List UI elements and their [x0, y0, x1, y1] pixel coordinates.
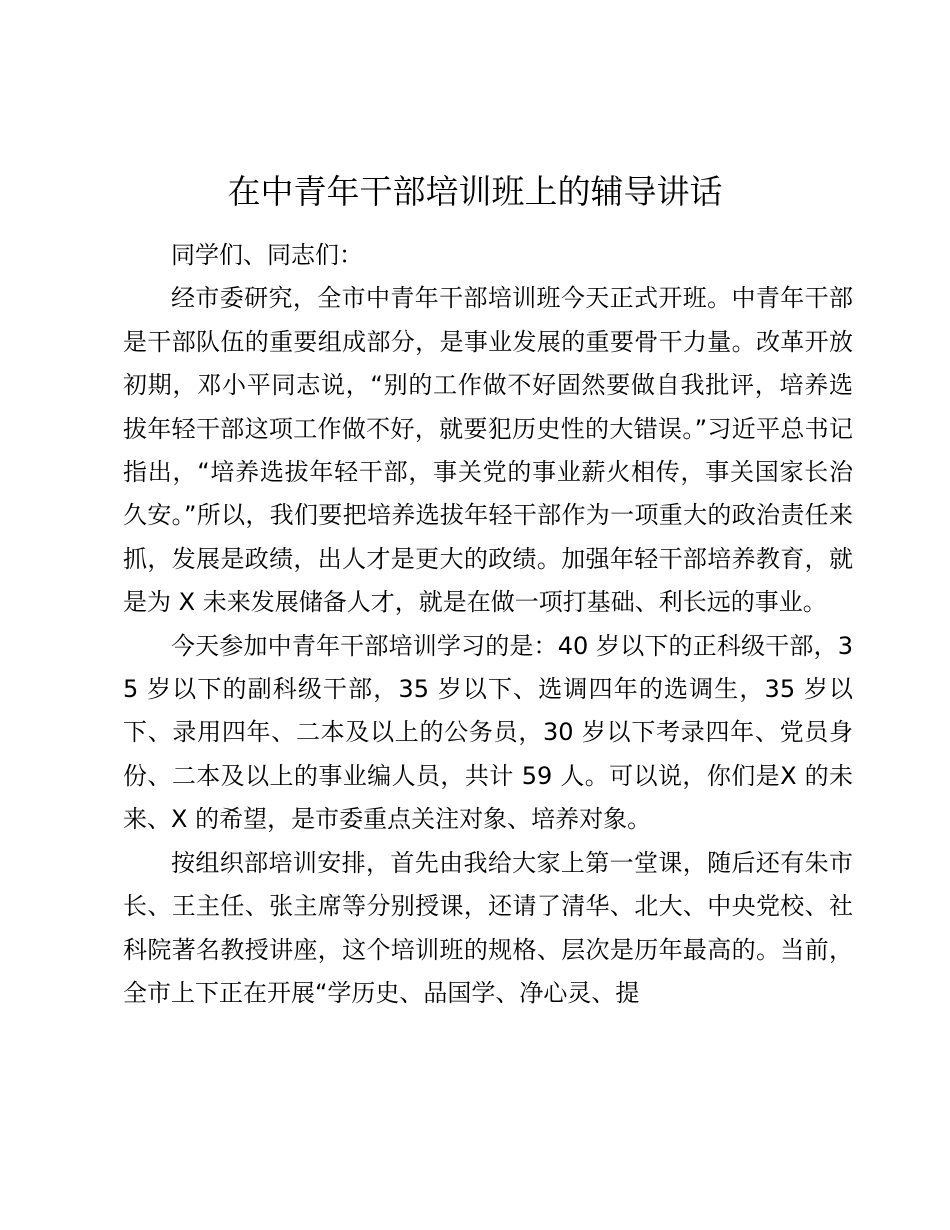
document-body: [123, 234, 853, 1015]
paragraph-arrangement: 按组织部培训安排，首先由我给大家上第一堂课，随后还有朱市长、王主任、张主席等分别授课，还请了清华、北大、中央党校、社科院著名教授讲座，这个培训班的规格、层次是历年最高的。当前，全市上下正在开展“学历史、品国学、净心灵、提: [123, 848, 853, 1007]
document-title: 在中青年干部培训班上的辅导讲话: [227, 172, 723, 211]
paragraph-opening: 经市委研究，全市中青年干部培训班今天正式开班。中青年干部是干部队伍的重要组成部分，是事业发展的重要骨干力量。改革开放初期，邓小平同志说，“别的工作做不好固然要做自我批评，培养选拔年轻干部这项工作做不好，就要犯历史性的大错误。”习近平总书记指出，“培养选拔年轻干部，事关党的事业薪火相传，事关国家长治久安。”所以，我们要把培养选拔年轻干部作为一项重大的政治责任来抓，发展是政绩，出人才是更大的政绩。加强年轻干部培养教育，就是为 X 未来发展储备人才，就是在做一项打基础、利长远的事业。: [123, 284, 853, 617]
paragraph-salutation: 同学们、同志们：: [171, 241, 363, 269]
paragraph-participants: 今天参加中青年干部培训学习的是：40 岁以下的正科级干部，35 岁以下的副科级干部，35 岁以下、选调四年的选调生，35 岁以下、录用四年、二本及以上的公务员，30 岁以下考录四年、党员身份、二本及以上的事业编人员，共计 59 人。可以说，你们是X 的未来、X 的希望，是市委重点关注对象、培养对象。: [123, 631, 853, 834]
